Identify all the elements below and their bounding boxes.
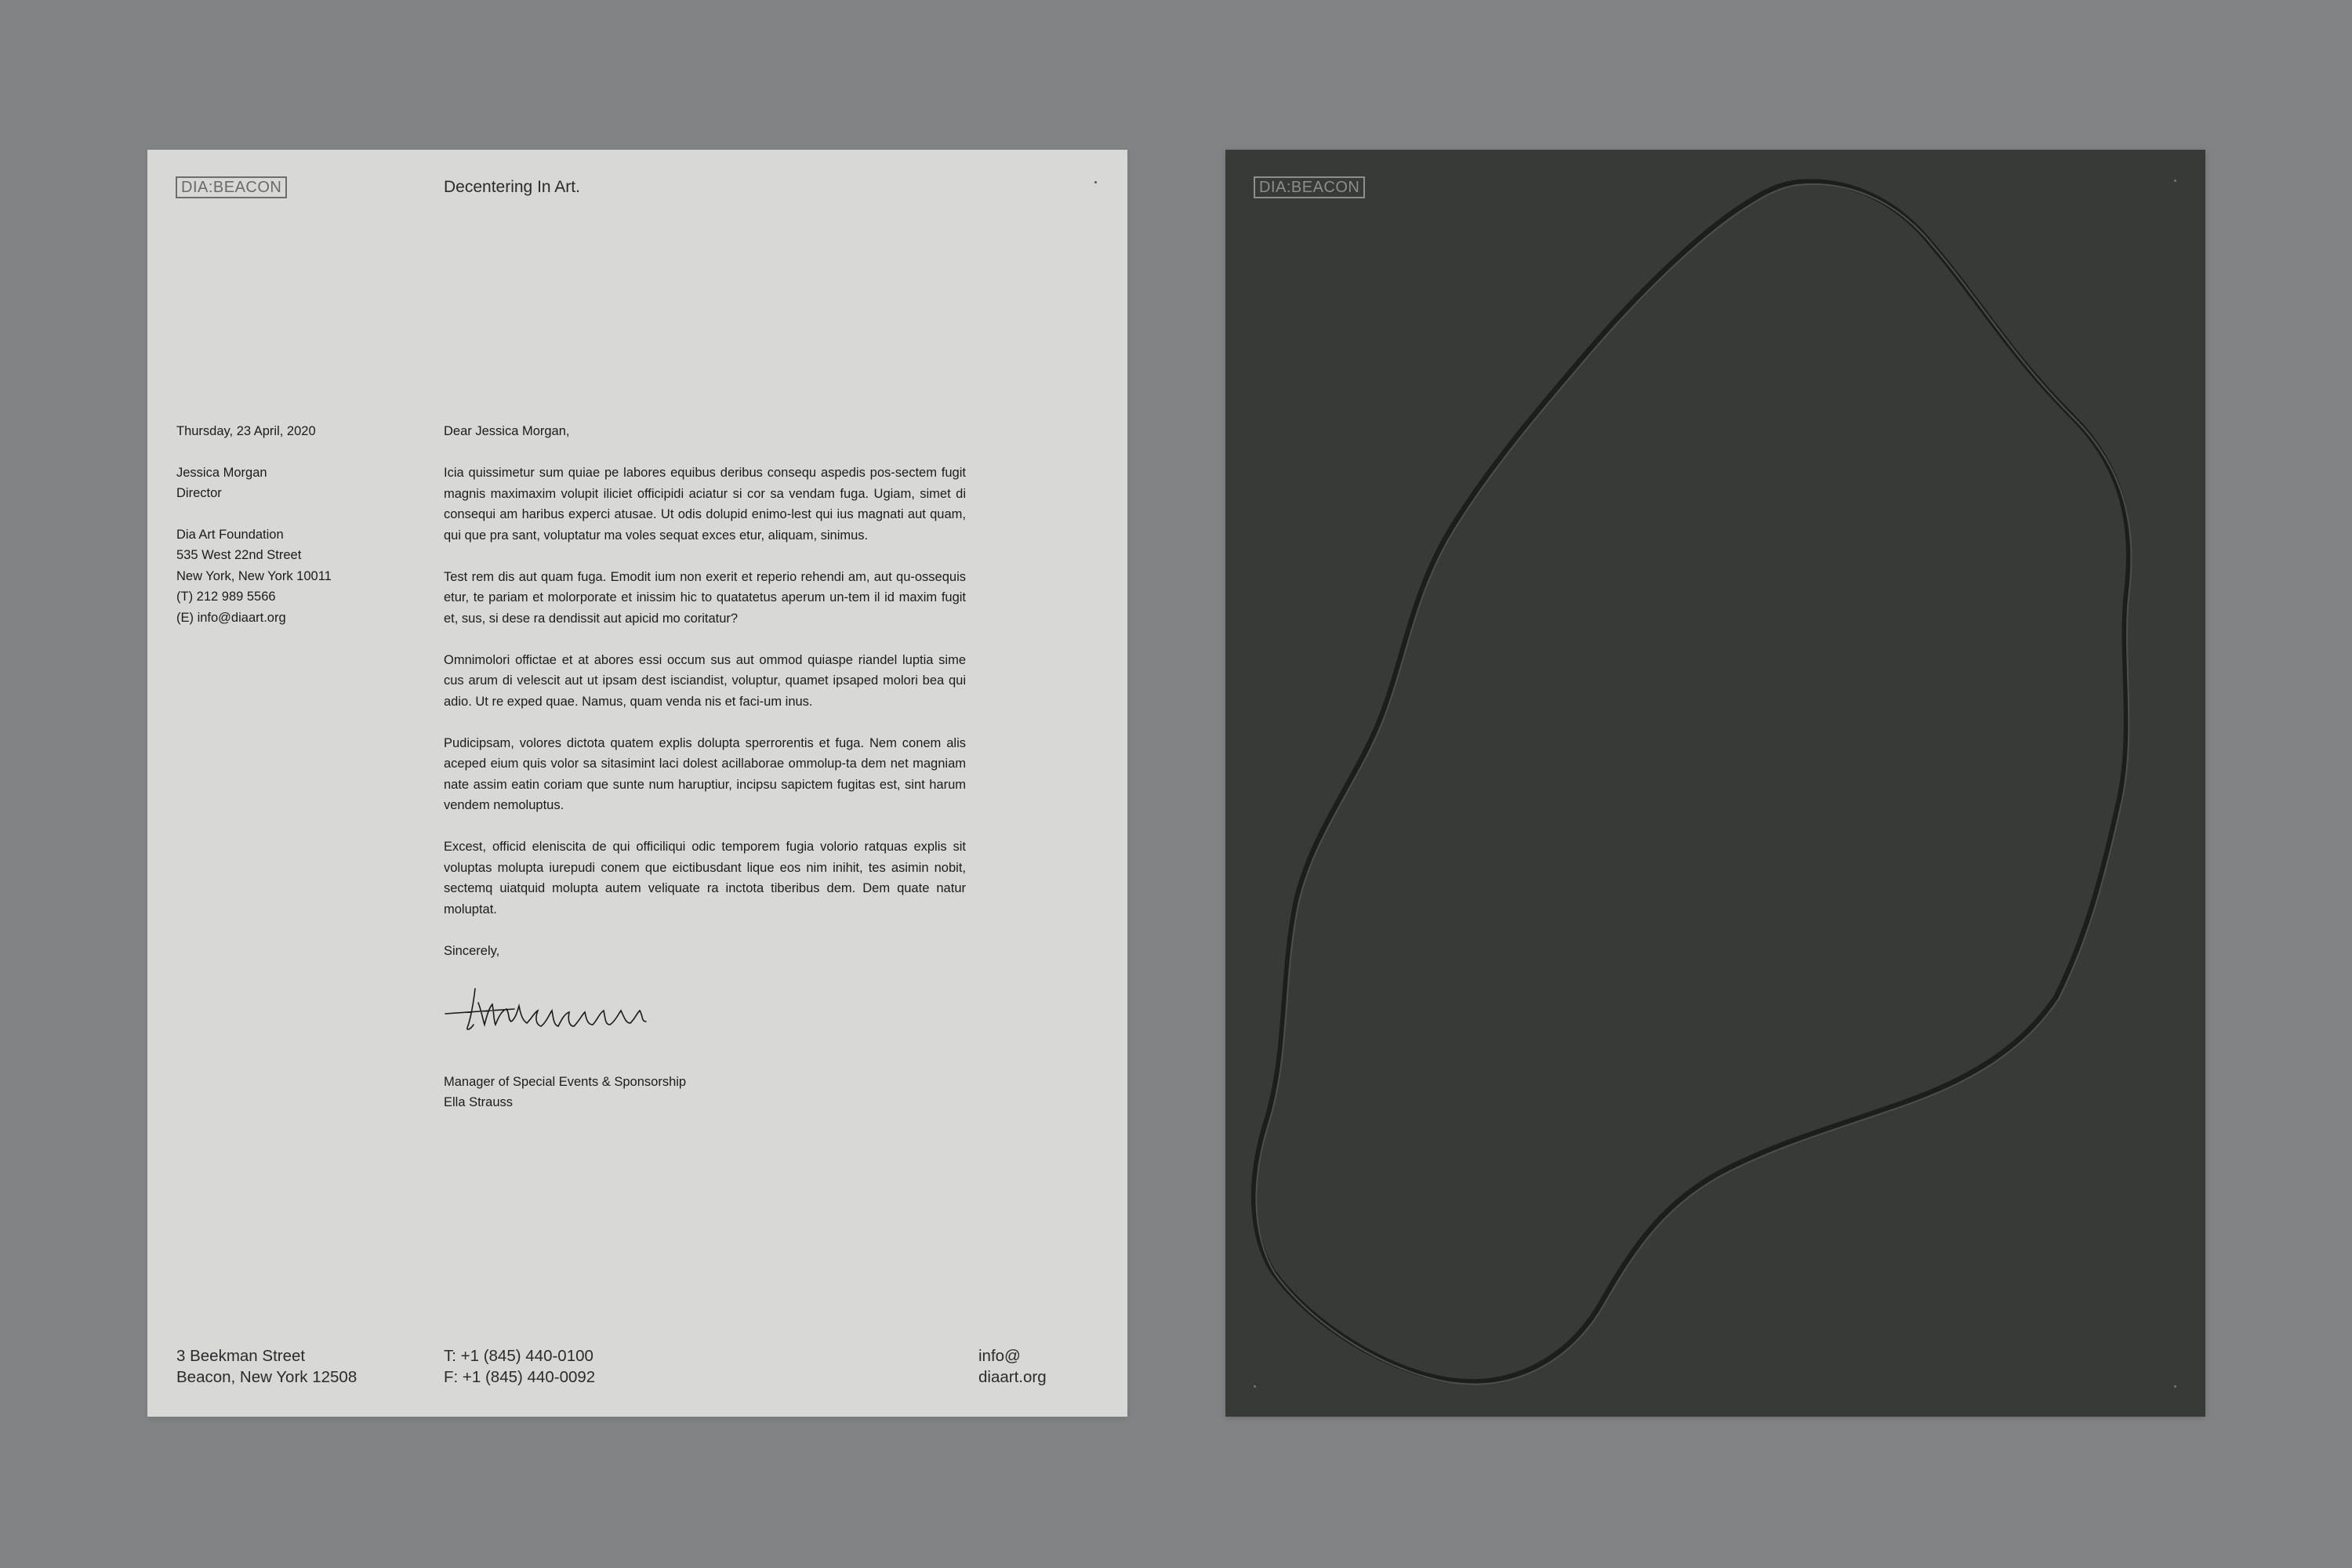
footer-web-line1: info@ xyxy=(978,1347,1021,1365)
recipient-city: New York, New York 10011 xyxy=(176,568,332,583)
recipient-street: 535 West 22nd Street xyxy=(176,548,302,562)
signer-name: Ella Strauss xyxy=(444,1095,514,1109)
recipient-title: Director xyxy=(176,486,222,500)
footer-address xyxy=(176,1345,357,1388)
body-paragraph: Test rem dis aut quam fuga. Emodit ium non exerit et reperio rehendi am, aut qu-ossequis etur, te pariam et molorporate et inissim hic to quatatetus aperum un-tem il id maxim fugit et, sus, si dese ra dendissit aut apicid mo coritatur? xyxy=(444,569,966,626)
letterhead-back-sheet xyxy=(1225,150,2205,1417)
footer-address-line2: Beacon, New York 12508 xyxy=(176,1368,358,1386)
body-paragraph: Pudicipsam, volores dictota quatem explis dolupta sperrorentis et fuga. Nem conem alis aceped eium quis volor sa sitasimint laci dolest acillaborae ommolup-ta dem net magniam nate assim eatin coriam que sunte num haruptiur, incipsu sapictem fugitas est, sint harum vendem nemoluptus. xyxy=(444,735,966,812)
letter-body xyxy=(444,421,966,1113)
corner-dot-mark xyxy=(1094,181,1097,183)
sender-sidebar xyxy=(176,421,419,628)
letterhead-front-sheet xyxy=(147,150,1127,1417)
recipient-name: Jessica Morgan xyxy=(176,465,267,480)
signer-title: Manager of Special Events & Sponsorship xyxy=(444,1074,687,1089)
tagline: Decentering In Art. xyxy=(444,178,580,196)
footer-web xyxy=(978,1345,1047,1388)
footer-phone xyxy=(444,1345,595,1388)
letter-date: Thursday, 23 April, 2020 xyxy=(176,424,316,438)
salutation: Dear Jessica Morgan, xyxy=(444,424,570,438)
dia-beacon-logo: DIA:BEACON xyxy=(176,176,287,198)
recipient-email: (E) info@diaart.org xyxy=(176,610,286,625)
dia-beacon-logo-back: DIA:BEACON xyxy=(1254,176,1365,198)
body-paragraph: Omnimolori offictae et at abores essi occum sus aut ommod quiaspe riandel luptia sime cus arum di velescit aut ut ipsam dest isciandist, voluptur, quamet ipsaped molori bea qui adio. Ut re exped quae. Namus, quam venda nis et faci-um inus. xyxy=(444,652,966,709)
recipient-phone: (T) 212 989 5566 xyxy=(176,590,276,604)
footer-address-line1: 3 Beekman Street xyxy=(176,1347,306,1365)
footer-telephone: T: +1 (845) 440-0100 xyxy=(444,1347,593,1365)
embossed-blob-outline xyxy=(1225,150,2205,1417)
footer-web-line2: diaart.org xyxy=(978,1368,1047,1386)
recipient-organization: Dia Art Foundation xyxy=(176,527,284,542)
handwritten-signature xyxy=(444,979,663,1042)
body-paragraph: Excest, officid eleniscita de qui officiliqui odic temporem fugia volorio ratquas explis sit voluptas molupta iurepudi conem que eictibusdant lique eos nim inihit, tes asimin nobit, sectemq uiatquid molupta autem veliquate ra inctota tiberibus dem. Dem quate natur moluptat. xyxy=(444,840,966,916)
body-paragraph: Icia quissimetur sum quiae pe labores equibus deribus consequ aspedis pos-sectem fugit magnis maximaxim volupit iliciet officipidi aciatur si cor sa vendam fuga. Ugiam, simet di consequi am haribus experci atusae. Ut odis dolupid enimo-lest qui ius magnati aut quam, qui que pra sant, voluptatur ma voles sequat exces etur, aliquam, sinimus. xyxy=(444,466,966,543)
footer-fax: F: +1 (845) 440-0092 xyxy=(444,1368,596,1386)
closing: Sincerely, xyxy=(444,943,500,958)
